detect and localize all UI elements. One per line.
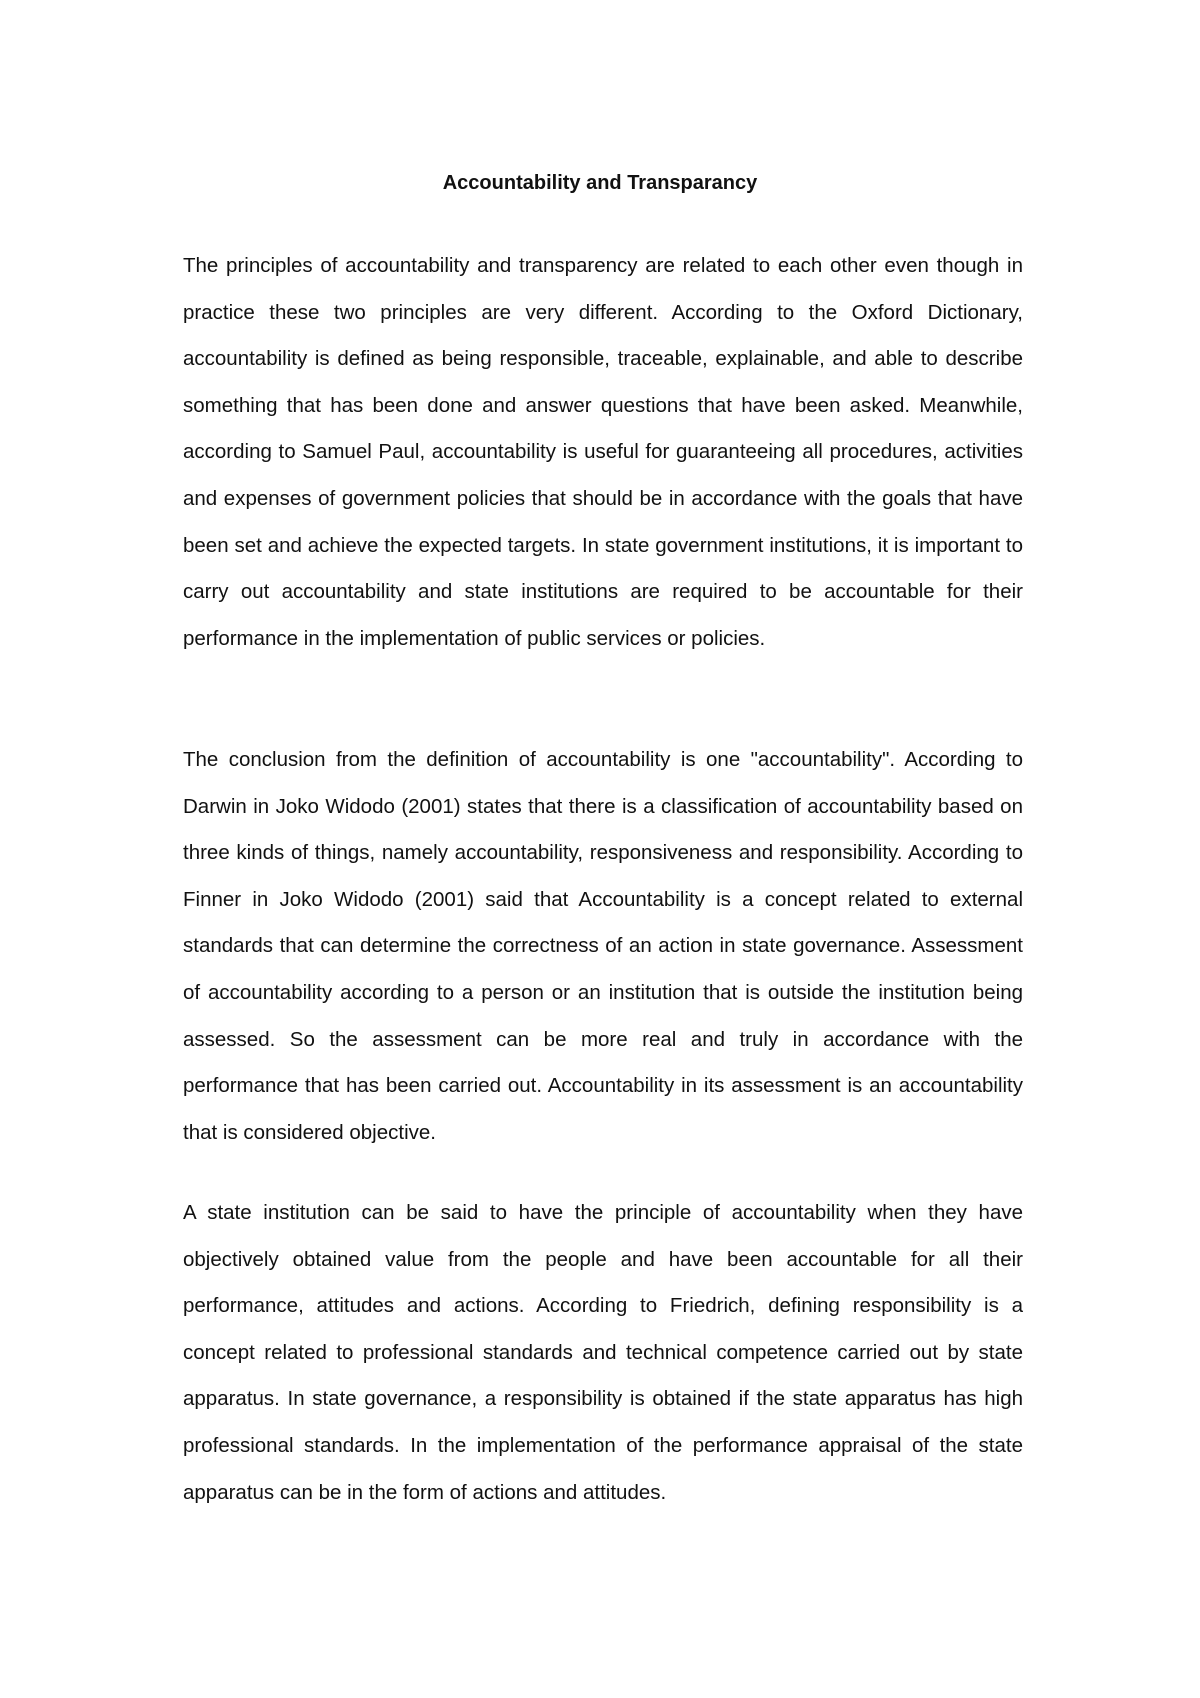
document-title: Accountability and Transparancy xyxy=(442,172,758,194)
paragraph-1: The principles of accountability and transparency are related to each other even though in practice these two principles are very different. According to the Oxford Dictionary, accountability is defined as being responsible, traceable, explainable, and able to describe something that has been done and answer questions that have been asked. Meanwhile, according to Samuel Paul, accountability is useful for guaranteeing all procedures, activities and expenses of government policies that should be in accordance with the goals that have been set and achieve the expected targets. In state government institutions, it is important to carry out accountability and state institutions are required to be accountable for their performance in the implementation of public services or policies. xyxy=(183,254,1023,650)
paragraph-2: The conclusion from the definition of accountability is one "accountability". According to Darwin in Joko Widodo (2001) states that there is a classification of accountability based on three kinds of things, namely accountability, responsiveness and responsibility. According to Finner in Joko Widodo (2001) said that Accountability is a concept related to external standards that can determine the correctness of an action in state governance. Assessment of accountability according to a person or an institution that is outside the institution being assessed. So the assessment can be more real and truly in accordance with the performance that has been carried out. Accountability in its assessment is an accountability that is considered objective. xyxy=(183,748,1023,1144)
paragraph-3: A state institution can be said to have the principle of accountability when they have objectively obtained value from the people and have been accountable for all their performance, attitudes and actions. According to Friedrich, defining responsibility is a concept related to professional standards and technical competence carried out by state apparatus. In state governance, a responsibility is obtained if the state apparatus has high professional standards. In the implementation of the performance appraisal of the state apparatus can be in the form of actions and attitudes. xyxy=(183,1201,1023,1504)
